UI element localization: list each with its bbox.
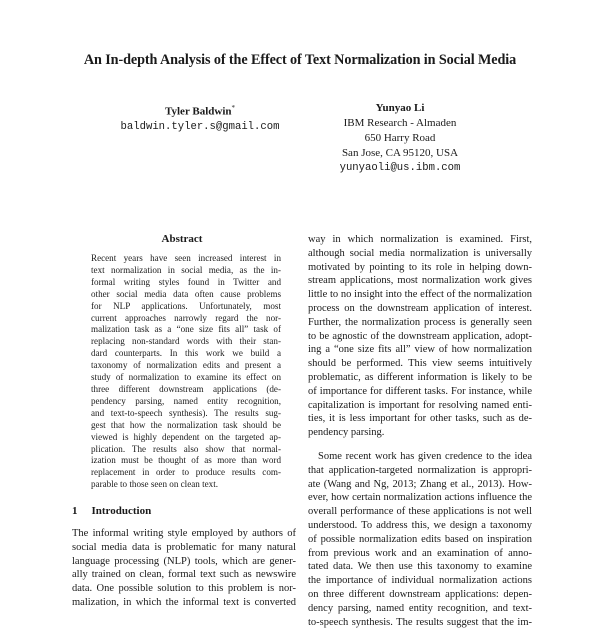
abstract-line: other social media data often cause problems — [91, 288, 281, 299]
body-line: to be agnostic of the downstream application, adopt- — [308, 330, 532, 342]
body-line: ing a “one size fits all” view of how normalization — [308, 344, 532, 356]
body-line: dency parsing, named entity recognition, and text- — [308, 602, 532, 614]
body-line: although social media normalization is universally — [308, 247, 532, 259]
author-email: baldwin.tyler.s@gmail.com — [120, 120, 280, 133]
body-line: ally trained on clean, formal text such as newswire — [72, 569, 296, 581]
body-line: capitalization is important for resolving named enti- — [308, 399, 532, 411]
body-line: stream applications, most normalization work gives — [308, 275, 532, 287]
body-line: of possible normalization edits based on inspiration — [308, 533, 532, 545]
author-email: yunyaoli@us.ibm.com — [339, 162, 461, 174]
body-line: motivated by pointing to its role in helping down- — [308, 261, 532, 273]
body-line: process on the downstream application of interest. — [308, 302, 532, 314]
body-line: Further, the normalization process is generally seen — [308, 316, 532, 328]
abstract-line: formal writing styles found in Twitter and — [91, 276, 281, 287]
abstract-line: dard counterparts. In this work we build a — [91, 348, 281, 359]
section-title: Introduction — [91, 505, 152, 517]
body-line: to-speech synthesis. The results suggest that the im- — [308, 616, 532, 628]
abstract-line: plication. The results also show that normal- — [91, 443, 281, 454]
body-line: of importance for different tasks. For instance, while — [308, 385, 532, 397]
body-line: on three different downstream applications: depen- — [308, 588, 532, 600]
body-line: way in which normalization is examined. First, — [308, 234, 532, 245]
abstract-line: parable to those seen on clean text. — [91, 479, 219, 490]
body-line: ties, it is less important for other tasks, such as de- — [308, 413, 532, 425]
body-line: malization, in which the informal text is converted — [72, 596, 296, 608]
abstract-heading: Abstract — [161, 233, 203, 245]
author-block-li — [285, 101, 515, 176]
body-line: ate (Wang and Ng, 2013; Zhang et al., 2013). How- — [308, 478, 532, 490]
right-column-body — [308, 233, 532, 629]
abstract-line: replacing non-standard words with their stan- — [91, 336, 281, 347]
abstract-line: and text-to-speech synthesis). The results sug- — [91, 407, 281, 418]
body-line: pendency parsing. — [308, 427, 385, 439]
author-affiliation: IBM Research - Almaden — [343, 117, 457, 129]
abstract-body — [91, 253, 281, 491]
author-address: 650 Harry Road — [364, 132, 436, 144]
body-line: should be performed. This view seems intuitively — [308, 358, 532, 370]
abstract-line: ization must be thought of as more than word — [91, 455, 281, 466]
author-city: San Jose, CA 95120, USA — [341, 147, 459, 159]
abstract-line: replacement in order to produce results com- — [91, 467, 281, 478]
abstract-line: gest that how the normalization task should be — [91, 419, 281, 430]
body-line: from previous work and an examination of anno- — [308, 547, 532, 559]
author-name: Yunyao Li — [375, 102, 425, 114]
abstract-line: pendency parsing, named entity recognition, — [91, 395, 281, 406]
body-line: social media data is problematic for many natural — [72, 541, 296, 553]
body-line: problematic, as different information is likely to be — [308, 371, 532, 383]
body-line: language processing (NLP) tools, which are gener- — [72, 555, 296, 567]
body-line: overall performance of these applications is not well — [308, 506, 532, 518]
abstract-line: study of normalization to examine its effect on — [91, 372, 281, 383]
abstract-line: text normalization in social media, as the in- — [91, 264, 281, 275]
introduction-body — [72, 527, 296, 610]
section-heading-introduction — [72, 505, 151, 517]
body-line: data. One possible solution to this problem is nor- — [72, 583, 296, 595]
body-line: Some recent work has given credence to the idea — [318, 450, 532, 462]
abstract-line: taxonomy of normalization edits and present a — [91, 360, 281, 371]
body-line: ever, how certain normalization actions influence the — [308, 492, 532, 504]
paper-title: An In-depth Analysis of the Effect of Text Normalization in Social Media — [83, 52, 517, 68]
body-line: little to no insight into the effect of the normalization — [308, 289, 532, 301]
section-number: 1 — [72, 505, 78, 517]
body-line: tated data. We then use this taxonomy to examine — [308, 561, 532, 573]
body-line: the importance of individual normalization actions — [308, 575, 532, 587]
abstract-line: for NLP applications. Unfortunately, most — [91, 300, 281, 311]
abstract-line: three different downstream applications (de- — [91, 383, 281, 394]
author-block-baldwin — [100, 101, 300, 135]
paragraph-gap — [308, 440, 532, 450]
body-line: that application-targeted normalization is appropri- — [308, 464, 532, 476]
author-name: Tyler Baldwin* — [164, 104, 236, 118]
abstract-line: current approaches narrowly regard the nor- — [91, 312, 281, 323]
body-line: The informal writing style employed by authors of — [72, 528, 296, 539]
body-line: understood. To address this, we design a taxonomy — [308, 519, 532, 531]
abstract-line: Recent years have seen increased interest in — [91, 253, 281, 263]
abstract-line: viewed is highly dependent on the targeted ap- — [91, 431, 281, 442]
abstract-line: malization task as a “one size fits all” task of — [91, 324, 281, 335]
